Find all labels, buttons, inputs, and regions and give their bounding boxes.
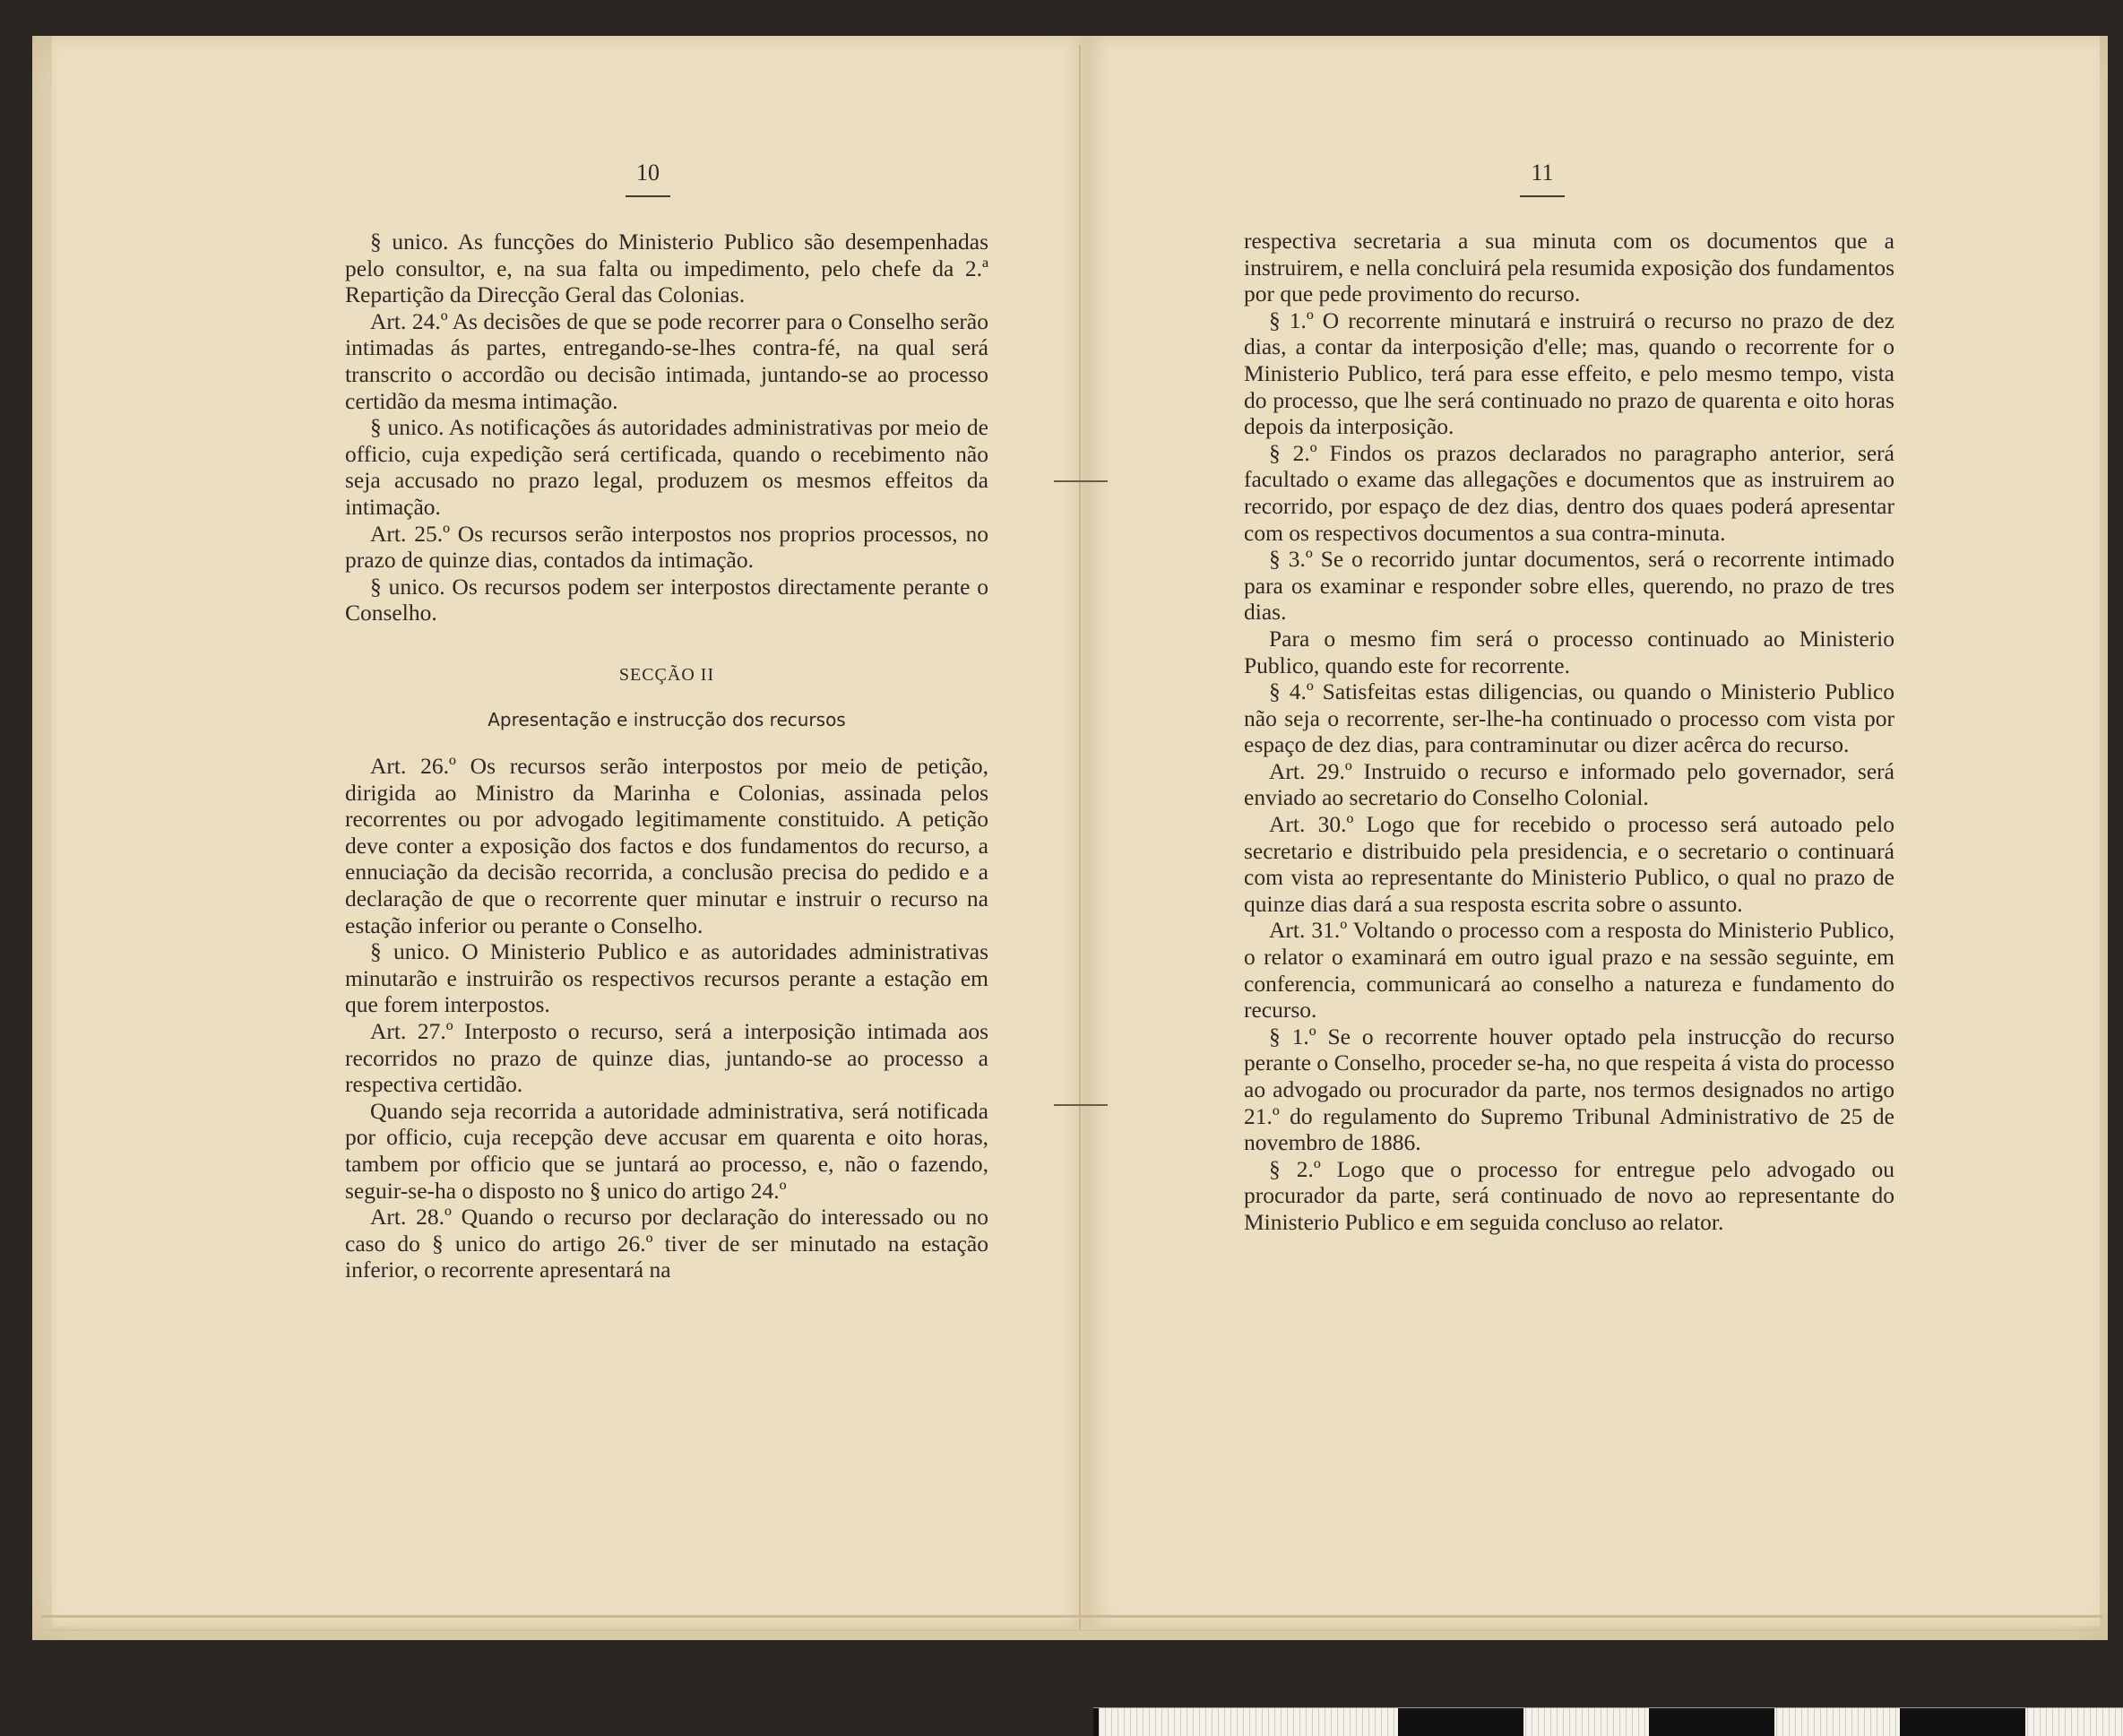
ruler-segment (1649, 1708, 1774, 1736)
ruler-segment (1398, 1708, 1523, 1736)
left-page (52, 36, 1087, 1627)
page-number-right: 11 (1520, 160, 1565, 197)
paragraph: Art. 25.º Os recursos serão interpostos nos proprios processos, no prazo de quinze dias, contados da intimação. (345, 520, 988, 574)
ruler-segment (1900, 1708, 2025, 1736)
paragraph: § unico. As notificações ás autoridades administrativas por meio de officio, cuja expedição será certificada, quando o recebimento não seja accusado no prazo legal, produzem os mesmos effeitos da intimação. (345, 414, 988, 520)
paragraph: Art. 27.º Interposto o recurso, será a interposição intimada aos recorridos no prazo de quinze dias, juntando-se ao processo a respectiva certidão. (345, 1018, 988, 1098)
page-edge (41, 1615, 2102, 1618)
left-page-text (345, 229, 988, 1283)
paragraph: § 2.º Findos os prazos declarados no paragrapho anterior, será facultado o exame das allegações e documentos que as instruirem ao recorrido, por espaço de dez dias, dentro dos quaes poderá apresentar com os respectivos documentos a sua contra-minuta. (1244, 439, 1894, 546)
scale-ruler (1093, 1707, 2123, 1736)
right-page-text (1244, 228, 1894, 1236)
binding-thread-mark (1054, 1104, 1108, 1106)
gutter-fold (1079, 45, 1081, 1631)
paragraph: § 1.º O recorrente minutará e instruirá o recurso no prazo de dez dias, a contar da interposição d'elle; mas, quando o recorrente for o Ministerio Publico, terá para esse effeito, e pelo mesmo tempo, vista do processo, que lhe será continuado no prazo de quarenta e oito horas depois da interposição. (1244, 307, 1894, 440)
paragraph: § 4.º Satisfeitas estas diligencias, ou quando o Ministerio Publico não seja o recorrente, ser-lhe-ha continuado o processo com vista por espaço de dez dias, para contraminutar ou dizer acêrca do recurso. (1244, 678, 1894, 758)
paragraph: Art. 26.º Os recursos serão interpostos por meio de petição, dirigida ao Ministro da Marinha e Colonias, assinada pelos recorrentes ou por advogado legitimamente constituido. A petição deve conter a exposição dos factos e dos fundamentos do recurso, a ennuciação da decisão recorrida, a conclusão precisa do pedido e a declaração de que o recorrente quer minutar e instruir o recurso na estação inferior ou perante o Conselho. (345, 753, 988, 938)
paragraph: § unico. O Ministerio Publico e as autoridades administrativas minutarão e instruirão os respectivos recursos perante a estação em que forem interpostos. (345, 938, 988, 1018)
paragraph: Quando seja recorrida a autoridade administrativa, será notificada por officio, cuja recepção deve accusar em quarenta e oito horas, tambem por officio que se juntará ao processo, e, não o fazendo, seguir-se-ha o disposto no § unico do artigo 24.º (345, 1097, 988, 1204)
scanned-booklet (32, 36, 2108, 1640)
paragraph: Art. 24.º As decisões de que se pode recorrer para o Conselho serão intimadas ás partes, entregando-se-lhes contra-fé, na qual será transcrito o accordão ou decisão intimada, juntando-se ao processo certidão da mesma intimação. (345, 307, 988, 414)
paragraph: § 3.º Se o recorrido juntar documentos, será o recorrente intimado para os examinar e responder sobre elles, querendo, no prazo de tres dias. (1244, 546, 1894, 626)
page-edge (45, 1629, 2102, 1631)
paragraph: § unico. As funcções do Ministerio Publico são desempenhadas pelo consultor, e, na sua falta ou impedimento, pelo chefe da 2.ª Repartição da Direcção Geral das Colonias. (345, 229, 988, 308)
paragraph: Art. 31.º Voltando o processo com a resposta do Ministerio Publico, o relator o examinará em outro igual prazo e na sessão seguinte, em conferencia, communicará ao conselho a natureza e fundamento do recurso. (1244, 917, 1894, 1023)
paragraph: Art. 30.º Logo que for recebido o processo será autoado pelo secretario e distribuido pela presidencia, e o secretario o continuará com vista ao representante do Ministerio Publico, o qual no prazo de quinze dias dará a sua resposta escrita sobre o assunto. (1244, 811, 1894, 917)
binding-thread-mark (1054, 480, 1108, 482)
paragraph: Art. 28.º Quando o recurso por declaração do interessado ou no caso do § unico do artigo 26.º tiver de ser minutado na estação inferior, o recorrente apresentará na (345, 1204, 988, 1283)
section-heading: SECÇÃO II (618, 664, 715, 685)
right-page (1087, 36, 2100, 1627)
paragraph: Para o mesmo fim será o processo continuado ao Ministerio Publico, quando este for recorrente. (1244, 625, 1894, 678)
paragraph: § 1.º Se o recorrente houver optado pela instrucção do recurso perante o Conselho, proceder se-ha, no que respeita á vista do processo ao advogado ou procurador da parte, nos termos designados no artigo 21.º do regulamento do Supremo Tribunal Administrativo de 25 de novembro de 1886. (1244, 1023, 1894, 1156)
paragraph: § 2.º Logo que o processo for entregue pelo advogado ou procurador da parte, será continuado de novo ao representante do Ministerio Publico e em seguida concluso ao relator. (1244, 1155, 1894, 1235)
ruler-segment (1093, 1708, 1099, 1736)
section-title: Apresentação e instrucção dos recursos (488, 708, 846, 730)
paragraph: respectiva secretaria a sua minuta com os documentos que a instruirem, e nella concluirá pela resumida exposição dos fundamentos por que pede provimento do recurso. (1244, 228, 1894, 307)
paragraph: Art. 29.º Instruido o recurso e informado pelo governador, será enviado ao secretario do Conselho Colonial. (1244, 757, 1894, 811)
paragraph: § unico. Os recursos podem ser interpostos directamente perante o Conselho. (345, 573, 988, 626)
page-number-left: 10 (626, 160, 670, 197)
